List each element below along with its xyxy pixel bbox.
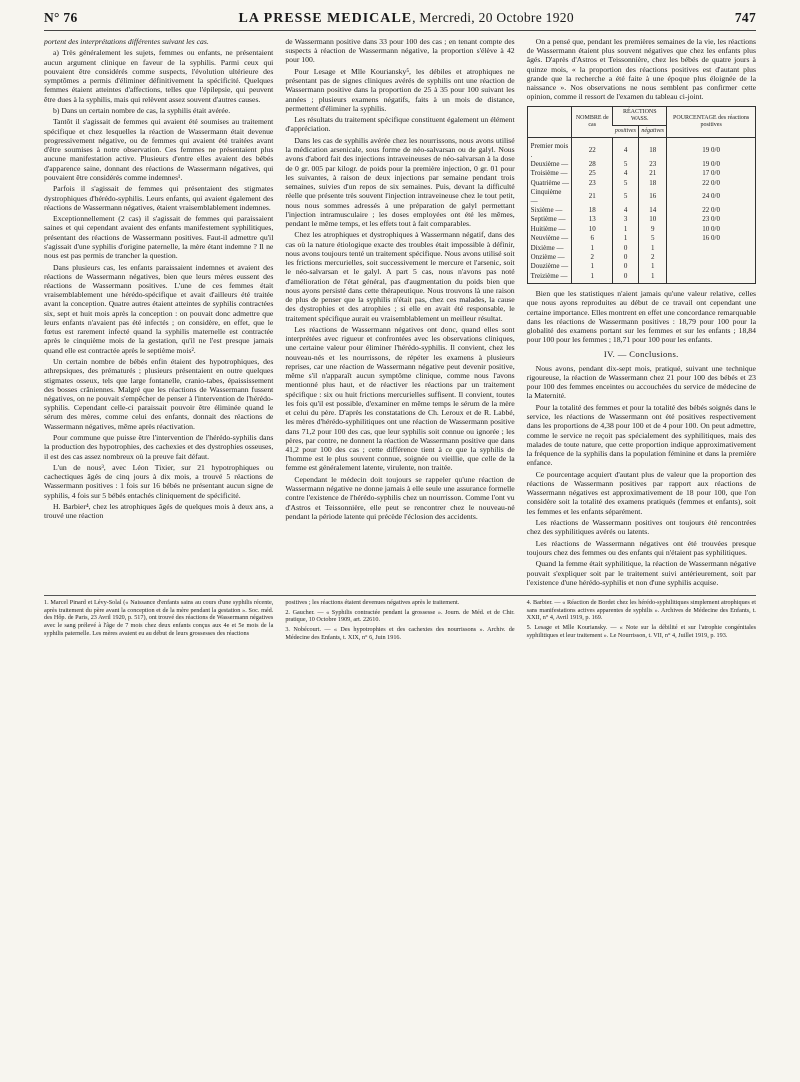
paragraph: Dans plusieurs cas, les enfants paraissaient indemnes et avaient des réactions de Wassermann négatives, bien que leurs mères eussent des réactions de Wassermann positives. L'une de ces femmes était vraisemblablement une hérédo-spécifique et avait d'ailleurs été traitée avant la conception. Quatre autres étaient atteintes de syphilis contractées six, sept et huit mois après la conception : on pouvait donc admettre que leurs enfants n'avaient pas été infectés ; on considère, en effet, que le fœtus est rarement infecté quand la syphilis maternelle est contractée après le cinquième mois de la gestation, qu'il ne l'est presque jamais quand elle est contractée après le septième mois². [44,262,274,355]
table-cell-nombre: 2 [572,252,613,261]
table-row [528,138,755,160]
table-cell-nombre: 18 [572,205,613,214]
footnotes [44,595,756,643]
table-cell-mois: Huitième — [530,224,566,233]
paragraph: de Wassermann positive dans 33 pour 100 des cas ; en tenant compte des suspects à réaction de Wassermann négative, la proportion s'élève à 42 pour 100. [285,37,515,65]
table-cell-mois: Treizième — [530,271,568,280]
table-cell-pct: 22 0/0 [667,205,755,214]
table-cell-pos: 5 [613,178,639,187]
table-cell-pos: 5 [613,188,639,206]
table-cell-nombre: 1 [572,262,613,271]
table-cell-pos: 4 [613,138,639,160]
paragraph: On a pensé que, pendant les premières semaines de la vie, les réactions de Wassermann étaient plus souvent négatives que chez les enfants plus âgés. D'après d'Astros et Teissonnière, chez les bébés de quatre jours à quinze mois, « la proportion des réactions positives est d'autant plus grande que la recherche a été faite à une époque plus éloignée de la naissance ». Nos observations ne nous semblent pas confirmer cette opinion, comme il ressort de l'examen du tableau ci-joint. [526,37,756,102]
table-row [528,271,755,283]
table-cell-nombre: 22 [572,138,613,160]
table-cell-nombre: 1 [572,271,613,283]
paragraph: Pour la totalité des femmes et pour la totalité des bébés soignés dans le service, les réactions de Wassermann ont été positives respectivement dans les proportions de 4,38 pour 100 et de 4 pour 100. On peut admettre, comme le service ne reçoit pas spécialement des syphilitiques, mais des malades de toute nature, que cette proportion indique approximativement la fréquence de la syphilis dans la population féminine et dans la première enfance. [526,402,756,468]
paragraph: Les réactions de Wassermann négatives ont été trouvées presque toujours chez des femmes ou des enfants qui n'étaient pas syphilitiques. [526,538,756,557]
table-cell-pos: 0 [613,243,639,252]
table-cell-neg: 10 [639,215,667,224]
table-cell-nombre: 1 [572,243,613,252]
negatives-header: négatives [639,126,667,138]
column-left [44,37,273,589]
table-cell-pct: 19 0/0 [667,138,755,160]
table-cell-neg: 16 [639,188,667,206]
table-row [528,178,755,187]
paragraph: portent des interprétations différentes suivant les cas. [44,37,209,46]
table-row [528,188,755,206]
table-cell-pct: 24 0/0 [667,188,755,206]
paragraph: Dans les cas de syphilis avérée chez les nourrissons, nous avons utilisé la médication arsenicale, sous forme de néo-salvarsan ou de galyl. Nous avons d'abord fait des injections intraveineuses de néo-salvarsan à la dose de 0 gr. 005 par kilogr. de poids pour la première injection, 0 gr. 01 pour les suivantes, à raison de deux injections par semaine pendant trois semaines, suivies d'un repos de six semaines. Puis, devant la difficulté réelle que présente très souvent l'injection intraveineuse chez le tout petit, nous nous sommes adressés à une préparation de galyl permettant l'injection intramusculaire ; les doses employées ont été les mêmes, pendant le même temps, et les effets tout à fait comparables. [285,135,515,229]
table-cell-mois: Sixième — [530,205,563,214]
table-cell-pos: 0 [613,262,639,271]
table-cell-pct [667,262,755,271]
table-cell-mois: Premier mois . [530,142,569,159]
table-row [528,205,755,214]
paragraph: Les réactions de Wassermann positives ont toujours été rencontrées chez des syphilitiques avérés ou latents. [526,518,756,537]
table-cell-mois: Deuxième — [530,159,569,168]
table-row [528,234,755,243]
footnote: 1. Marcel Pinard et Lévy-Solal (« Naissance d'enfants sains au cours d'une syphilis récente, après traitement du père avant la conception et de la mère pendant la gestation ». Soc. méd. des Hôp. de Paris, 23 Avril 1920, p. 517), ont trouvé des réactions de Wassermann négatives avec le sang prélevé à l'âge de 7 mois chez deux enfants conçus aux 4e et 5e mois de la syphilis paternelle. Les mères avaient eu au début de leurs grossesses des réactions [44,599,274,637]
footnote: 2. Gaucher. — « Syphilis contractée pendant la grossesse ». Journ. de Méd. et de Chir. pratique, 10 Octobre 1909, art. 22610. [285,608,515,624]
table-cell-mois: Onzième — [530,252,565,261]
footnotes-right [527,599,756,643]
table-row [528,169,755,178]
table-cell-nombre: 13 [572,215,613,224]
footnote: 4. Barbier. — « Réaction de Bordet chez les hérédo-syphilitiques simplement atrophiques et sans manifestations actives apparentes de syphilis ». Archives de Médecine des Enfants, t. XXII, n° 4, Avril 1919, p. 169. [526,599,756,622]
percentage-header: POURCENTAGE des réactions positives [667,107,755,138]
paragraph: L'un de nous³, avec Léon Tixier, sur 21 hypotrophiques ou cachectiques âgés de cinq jours à dix mois, a trouvé 5 réactions de Wassermann positives : 1 fois sur 16 bébés ne présentant aucun signe de syphilis, 4 fois sur 5 bébés entachés cliniquement de spécificité. [44,463,274,500]
table-cell-mois: Quatrième — [530,178,569,187]
paragraph: a) Très généralement les sujets, femmes ou enfants, ne présentaient aucun argument clinique en faveur de la syphilis. Parmi ceux qui pouvaient être considérés comme suspects, l'évolution ultérieure des symptômes a permis d'éliminer définitivement la spécificité. Quelques femmes étaient atteintes d'affections, telles que l'épilepsie, qui peuvent être dues à la syphilis, mais qui relèvent assez souvent d'autres causes. [44,48,274,104]
table-cell-neg: 23 [639,159,667,168]
table-cell-pos: 0 [613,271,639,283]
table-cell-mois: Neuvième — [530,234,569,243]
paragraph: Nous avons, pendant dix-sept mois, pratiqué, suivant une technique rigoureuse, la réaction de Wassermann chez 21 pour 100 des bébés et 23 pour 100 des femmes enceintes ou accouchées du service de médecine de la Maternité. [526,363,756,401]
table-cell-neg: 14 [639,205,667,214]
paragraph: Quand la femme était syphilitique, la réaction de Wassermann négative pouvait s'expliquer soit par le traitement suivi antérieurement, soit par l'existence d'une hérédo-syphilis et non d'une syphilis acquise. [526,559,756,587]
table-cell-nombre: 10 [572,224,613,233]
table-cell-nombre: 21 [572,188,613,206]
table-cell-mois: Douzième — [530,262,569,271]
paragraph: Les réactions de Wassermann négatives ont donc, quand elles sont interprétées avec rigueur et confrontées avec les observations cliniques, une certaine valeur pour éliminer l'hérédo-syphilis. Il convient, chez les nouveau-nés et les nourrissons, de répéter les examens à plusieurs reprises, car une réaction de Wassermann négative peut devenir positive, même s'il n'apparaît aucun symptôme clinique, comme nous l'avons mentionné plus haut, et de réactiver les réactions par un traitement spécifique : six ou huit frictions mercurielles suffisent. Il convient, toutes les fois qu'il est possible, d'examiner en même temps le sérum de la mère et celui du père. D'après les constatations de Ch. Leroux et de R. Labbé, les mères d'hérédo-syphilitiques ont une réaction de Wassermann positive dans 71,2 pour 100 des cas, que leur syphilis soit connue ou ignorée ; les pères, par contre, ne donnent la réaction de Wassermann positive que dans 41,2 pour 100 des cas ; cette différence tient à ce que la syphilis de l'homme est le plus souvent connue, soignée ou vieillie, que celle de la femme est généralement latente, virulente, non traitée. [285,324,515,473]
paragraph: Tantôt il s'agissait de femmes qui avaient été soumises au traitement spécifique et chez lesquelles la réaction de Wassermann était devenue progressivement négative, ou de femmes qui avaient été traitées avant d'être soumises à notre observation. Ces femmes ne présentaient plus aucune manifestation active. Plusieurs d'entre elles avaient des bébés d'apparence saine, donnant des réactions de Wassermann négatives, qui pouvaient être considérés comme indemnes¹. [44,117,274,182]
table-cell-neg: 18 [639,178,667,187]
table-cell-nombre: 28 [572,159,613,168]
table-cell-pct: 10 0/0 [667,224,755,233]
table-cell-neg: 1 [639,271,667,283]
paragraph: H. Barbier⁴, chez les atrophiques âgés de quelques mois à deux ans, a trouvé une réaction [44,502,274,521]
column-middle [285,37,514,589]
paragraph: Ce pourcentage acquiert d'autant plus de valeur que la proportion des réactions de Wassermann positives par rapport aux réactions de Wassermann négatives est approximativement de 18 pour 100, que l'on considère soit la totalité des examens pratiqués (femmes et enfants), soit les femmes et les enfants séparément. [526,469,756,516]
column-right [527,37,756,589]
footnotes-middle [285,599,514,643]
paragraph: Pour commune que puisse être l'intervention de l'hérédo-syphilis dans la production des hypotrophies, des cachexies et des dystrophies osseuses, il est des cas assez nombreux où la preuve fait défaut. [44,433,274,461]
month-statistics-table [527,106,756,284]
paragraph: Pour Lesage et Mlle Kouriansky⁵, les débiles et atrophiques ne présentant pas de signes cliniques avérés de syphilis ont une réaction de Wassermann positive dans la proportion de 25 à 35 pour 100 suivant les années ; plusieurs examens négatifs, faits à un mois de distance, permettent d'éliminer la syphilis. [285,66,515,113]
table-cell-pos: 1 [613,224,639,233]
issue-number: N° 76 [44,10,78,25]
table-cell-pct [667,271,755,283]
table-cell-mois: Septième — [530,215,566,224]
table-cell-pos: 4 [613,169,639,178]
paragraph: Parfois il s'agissait de femmes qui présentaient des stigmates dystrophiques d'hérédo-syphilis. Leurs enfants, qui avaient également des réactions de Wassermann négatives, étaient vraisemblablement indemnes. [44,184,274,212]
count-header: NOMBRE de cas [572,107,613,138]
table-cell-neg: 1 [639,243,667,252]
table-cell-pct: 23 0/0 [667,215,755,224]
reactions-header: RÉACTIONS WASS. [613,107,667,126]
table-row [528,262,755,271]
table-row [528,252,755,261]
table-cell-pos: 4 [613,205,639,214]
journal-title: LA PRESSE MEDICALE [238,11,413,26]
table-row [528,159,755,168]
positives-header: positives [613,126,639,138]
issue-date: , Mercredi, 20 Octobre 1920 [412,10,574,25]
table-row [528,243,755,252]
table-cell-mois: Troisième — [530,169,568,178]
running-head [44,10,756,31]
footnote: 3. Nobécourt. — « Des hypotrophies et des cachexies des nourrissons ». Archiv. de Médecine des Enfants, t. XIX, n° 6, Juin 1916. [285,625,515,641]
table-cell-pos: 0 [613,252,639,261]
table-cell-neg: 9 [639,224,667,233]
table-cell-nombre: 6 [572,234,613,243]
month-header [528,107,572,138]
table-cell-pct [667,243,755,252]
journal-line [238,10,573,27]
table-cell-neg: 18 [639,138,667,160]
footnote: positives ; les réactions étaient devenues négatives après le traitement. [285,599,460,607]
paragraph: b) Dans un certain nombre de cas, la syphilis était avérée. [53,106,231,116]
stats-body [528,138,755,283]
table-cell-pct: 22 0/0 [667,178,755,187]
table-cell-pos: 3 [613,215,639,224]
table-row [528,224,755,233]
paragraph: Les résultats du traitement spécifique constituent également un élément d'appréciation. [285,115,515,134]
table-cell-pos: 5 [613,159,639,168]
table-cell-pct: 19 0/0 [667,159,755,168]
page-number: 747 [734,10,756,25]
table-cell-mois: Cinquième — [530,188,562,205]
paragraph: Exceptionnellement (2 cas) il s'agissait de femmes qui paraissaient saines et qui cependant avaient des enfants manifestement syphilitiques, présentant des réactions de Wassermann positives. Faut-il admettre qu'il s'agissait d'une syphilis d'origine paternelle, la mère étant indemne ? Il ne nous est pas permis de trancher la question. [44,214,274,261]
stats-table [528,107,755,283]
section-title: IV. — Conclusions. [603,349,679,360]
paragraph: Cependant le médecin doit toujours se rappeler qu'une réaction de Wassermann négative ne donne jamais à elle seule une assurance formelle contre l'existence de l'hérédo-syphilis chez un nourrisson. Comme l'ont vu d'Astros et Teissonnière, elle peut se rencontrer chez le nouveau-né pendant la période latente qui précède l'éclosion des accidents. [285,474,515,521]
table-cell-pct: 17 0/0 [667,169,755,178]
body-columns [44,37,756,589]
paragraph: Bien que les statistiques n'aient jamais qu'une valeur relative, celles que nous ayons reproduites au début de ce travail ont cependant une certaine importance. Elles montrent en effet une concordance remarquable dans les réactions de Wassermann positives : 18,79 pour 100 pour la globalité des examens portant sur les femmes et sur les enfants ; 18,84 pour 100 pour les femmes ; 18,71 pour 100 pour les enfants. [526,289,756,345]
paragraph: Un certain nombre de bébés enfin étaient des hypotrophiques, des athrepsiques, des prématurés ; plusieurs présentaient en outre quelques stigmates osseux, tels que large fontanelle, cranio-tabes, épaississement des bosses crâniennes. Malgré que les réactions de Wassermann fussent négatives, on ne pouvait s'empêcher de penser à l'intervention de l'hérédo-syphilis. Cependant celle-ci paraissait pouvoir être éliminée quand le sérum des mères, comme celui des enfants, donnait des réactions de Wassermann négatives, même après réactivation. [44,357,274,431]
table-cell-neg: 5 [639,234,667,243]
table-cell-pos: 1 [613,234,639,243]
table-cell-nombre: 23 [572,178,613,187]
footnotes-left [44,599,273,643]
paragraph: Chez les atrophiques et dystrophiques à Wassermann négatif, dans des cas où la nature étiologique exacte des troubles était impossible à définir, nous avons toujours tenté un traitement spécifique. Nous avons utilisé soit les frictions mercurielles, soit successivement le mercure et l'arsenic, soit le néo-salvarsan et le galyl. A part 5 cas, nous n'avons pas noté d'amélioration de l'état général, pas d'augmentation du poids bien que nous ayons persisté dans cette thérapeutique. Nous trouvons là une raison de plus de penser que la syphilis n'était pas, chez ces malades, la cause des dystrophies et des atrophies ; si elle en avait été responsable, le traitement spécifique aurait eu vraisemblablement un meilleur résultat. [285,230,515,323]
table-cell-neg: 1 [639,262,667,271]
footnote: 5. Lesage et Mlle Kouriansky. — « Note sur la débilité et sur l'atrophie congénitales syphilitiques et leur traitement ». Le Nourrisson, t. VII, n° 4, Juillet 1919, p. 193. [526,623,756,639]
table-row [528,215,755,224]
table-cell-pct: 16 0/0 [667,234,755,243]
table-cell-nombre: 25 [572,169,613,178]
table-cell-neg: 21 [639,169,667,178]
table-cell-pct [667,252,755,261]
table-cell-neg: 2 [639,252,667,261]
table-cell-mois: Dixième — [530,243,564,252]
